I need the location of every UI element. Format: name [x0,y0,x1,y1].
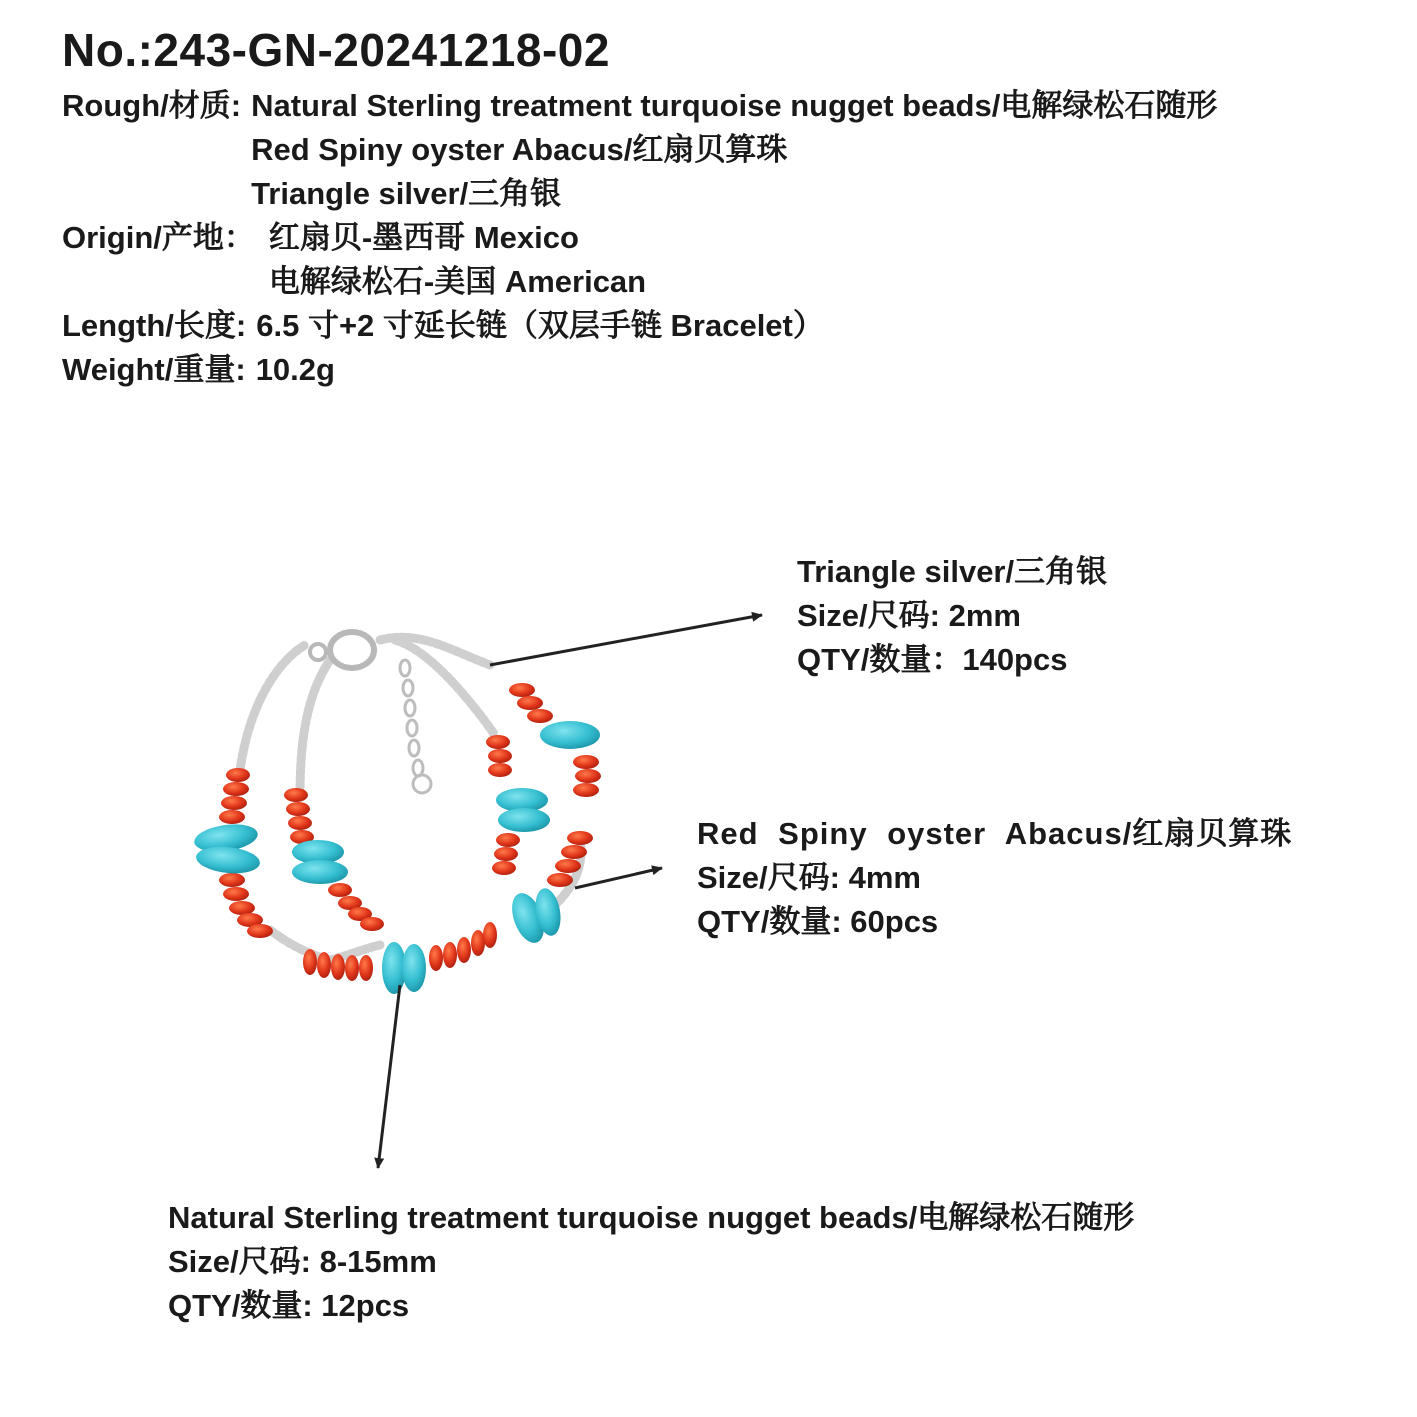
spec-weight-value: 10.2g [255,352,335,387]
spec-rough [62,84,1382,216]
spec-origin-values [269,216,646,304]
spec-weight [62,348,1382,392]
callout-turquoise-title: Natural Sterling treatment turquoise nugget beads/电解绿松石随形 [168,1200,1135,1235]
spec-length-label: Length/长度: [62,308,247,343]
extension-chain [400,660,431,793]
callout-silver-size: Size/尺码: 2mm [797,598,1021,633]
callout-turquoise-qty: QTY/数量: 12pcs [168,1288,410,1323]
spec-origin-label: Origin/产地： [62,220,255,255]
lobster-clasp [310,632,374,668]
spec-origin-value-2: 电解绿松石-美国 American [268,264,647,299]
callout-turquoise-size: Size/尺码: 8-15mm [168,1244,437,1279]
spec-weight-label: Weight/重量: [62,352,246,387]
callout-silver-title: Triangle silver/三角银 [797,554,1108,589]
spec-length [62,304,1382,348]
callout-red-spiny-oyster [697,812,1292,944]
spec-rough-value-2: Red Spiny oyster Abacus/红扇贝算珠 [251,132,788,167]
spec-origin [62,216,1382,304]
callout-oyster-size: Size/尺码: 4mm [697,860,921,895]
spec-origin-value-1: 红扇贝-墨西哥 Mexico [268,220,579,255]
spec-rough-value-3: Triangle silver/三角银 [251,176,562,211]
product-number: No.:243-GN-20241218-02 [62,24,610,76]
arrow-oyster [575,868,662,888]
spec-sheet [62,22,1382,392]
arrow-silver [490,615,762,665]
spec-rough-values [251,84,1217,216]
spec-rough-value-1: Natural Sterling treatment turquoise nugget beads/电解绿松石随形 [251,88,1218,123]
spec-length-value: 6.5 寸+2 寸延长链（双层手链 Bracelet） [256,308,824,343]
callout-turquoise-nugget [168,1196,1134,1328]
callout-oyster-qty: QTY/数量: 60pcs [697,904,939,939]
callout-triangle-silver [797,550,1107,682]
spec-rough-label: Rough/材质: [62,88,242,123]
callout-silver-qty: QTY/数量：140pcs [797,642,1068,677]
callout-oyster-title: Red Spiny oyster Abacus/红扇贝算珠 [697,816,1293,851]
arrow-turquoise [378,985,400,1168]
turquoise-nuggets [193,721,600,994]
